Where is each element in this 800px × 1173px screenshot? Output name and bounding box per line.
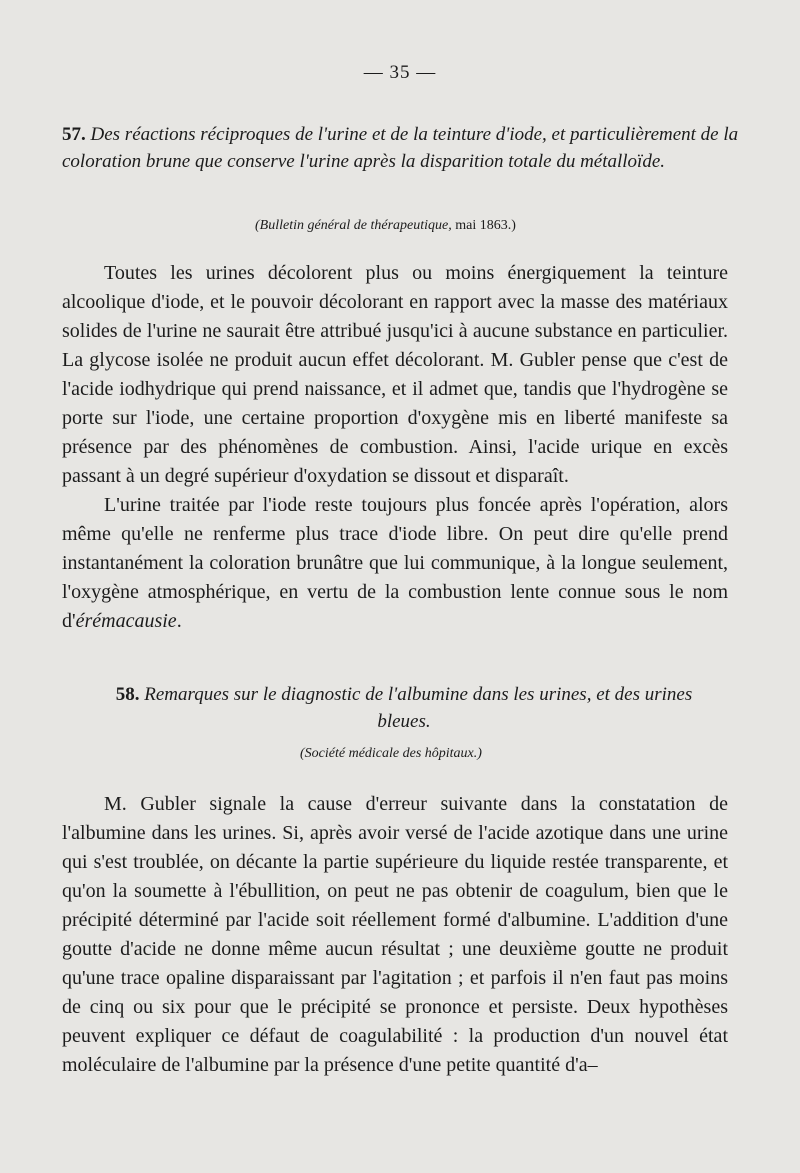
entry-57-source-date: mai 1863.)	[455, 218, 516, 233]
entry-57-paragraph-2-end: .	[176, 610, 182, 632]
entry-58-title: Remarques sur le diagnostic de l'albumine dans les urines, et des urines bleues.	[144, 684, 693, 732]
entry-58-paragraph-1: M. Gubler signale la cause d'erreur suivante dans la constatation de l'albumine dans les urines. Si, après avoir versé de l'acide azotique dans une urine qui s'est troublée, on décante la partie supérieure du liquide restée transparente, et qu'on la soumette à l'ébullition, on peut ne pas obtenir de coagulum, bien que le précipité déterminé par l'acide soit réellement formé d'albumine. L'addition d'une goutte d'acide ne donne même aucun résultat ; une deuxième goutte ne produit qu'une trace opaline disparaissant par l'agitation ; et parfois il n'en faut pas moins de cinq ou six pour que le précipité se prononce et persiste. Deux hypothèses peuvent expliquer ce défaut de coagulabilité : la production d'un nouvel état moléculaire de l'albumine par la présence d'une petite quantité d'a–	[62, 793, 728, 1076]
entry-57-paragraph-2	[62, 491, 728, 636]
entry-58-body	[62, 790, 728, 1080]
entry-57-source-journal: (Bulletin général de thérapeutique,	[255, 218, 452, 233]
entry-57-paragraph-2-italic-term: érémacausie	[75, 610, 177, 632]
entry-57-body	[62, 259, 728, 636]
entry-57-paragraph-2-start: L'urine traitée par l'iode reste toujours plus foncée après l'opération, alors même qu'elle ne renferme plus trace d'iode libre. On peut dire qu'elle prend instantanément la coloration brunâtre que lui communique, à la longue seulement, l'oxygène atmosphérique, en vertu de la combustion lente connue sous le nom d'	[62, 494, 728, 632]
entry-57-number: 57.	[62, 124, 86, 145]
entry-57-heading	[62, 121, 752, 175]
entry-57-source	[255, 218, 516, 234]
entry-58-source: (Société médicale des hôpitaux.)	[300, 746, 482, 761]
entry-58-number: 58.	[115, 684, 140, 705]
page-number: — 35 —	[363, 62, 437, 83]
entry-57-paragraph-1: Toutes les urines décolorent plus ou moins énergiquement la teinture alcoolique d'iode, et le pouvoir décolorant en rapport avec la masse des matériaux solides de l'urine ne saurait être attribué jusqu'ici à aucune substance en particulier. La glycose isolée ne produit aucun effet décolorant. M. Gubler pense que c'est de l'acide iodhydrique qui prend naissance, et il admet que, tandis que l'hydrogène se porte sur l'iode, une certaine proportion d'oxygène mis en liberté manifeste sa présence par des phénomènes de combustion. Ainsi, l'acide urique en excès passant à un degré supérieur d'oxydation se dissout et disparaît.	[62, 262, 728, 487]
entry-58-heading	[104, 681, 704, 735]
entry-57-title: Des réactions réciproques de l'urine et de la teinture d'iode, et particulièrement de la coloration brune que conserve l'urine après la disparition totale du métalloïde.	[62, 124, 739, 172]
